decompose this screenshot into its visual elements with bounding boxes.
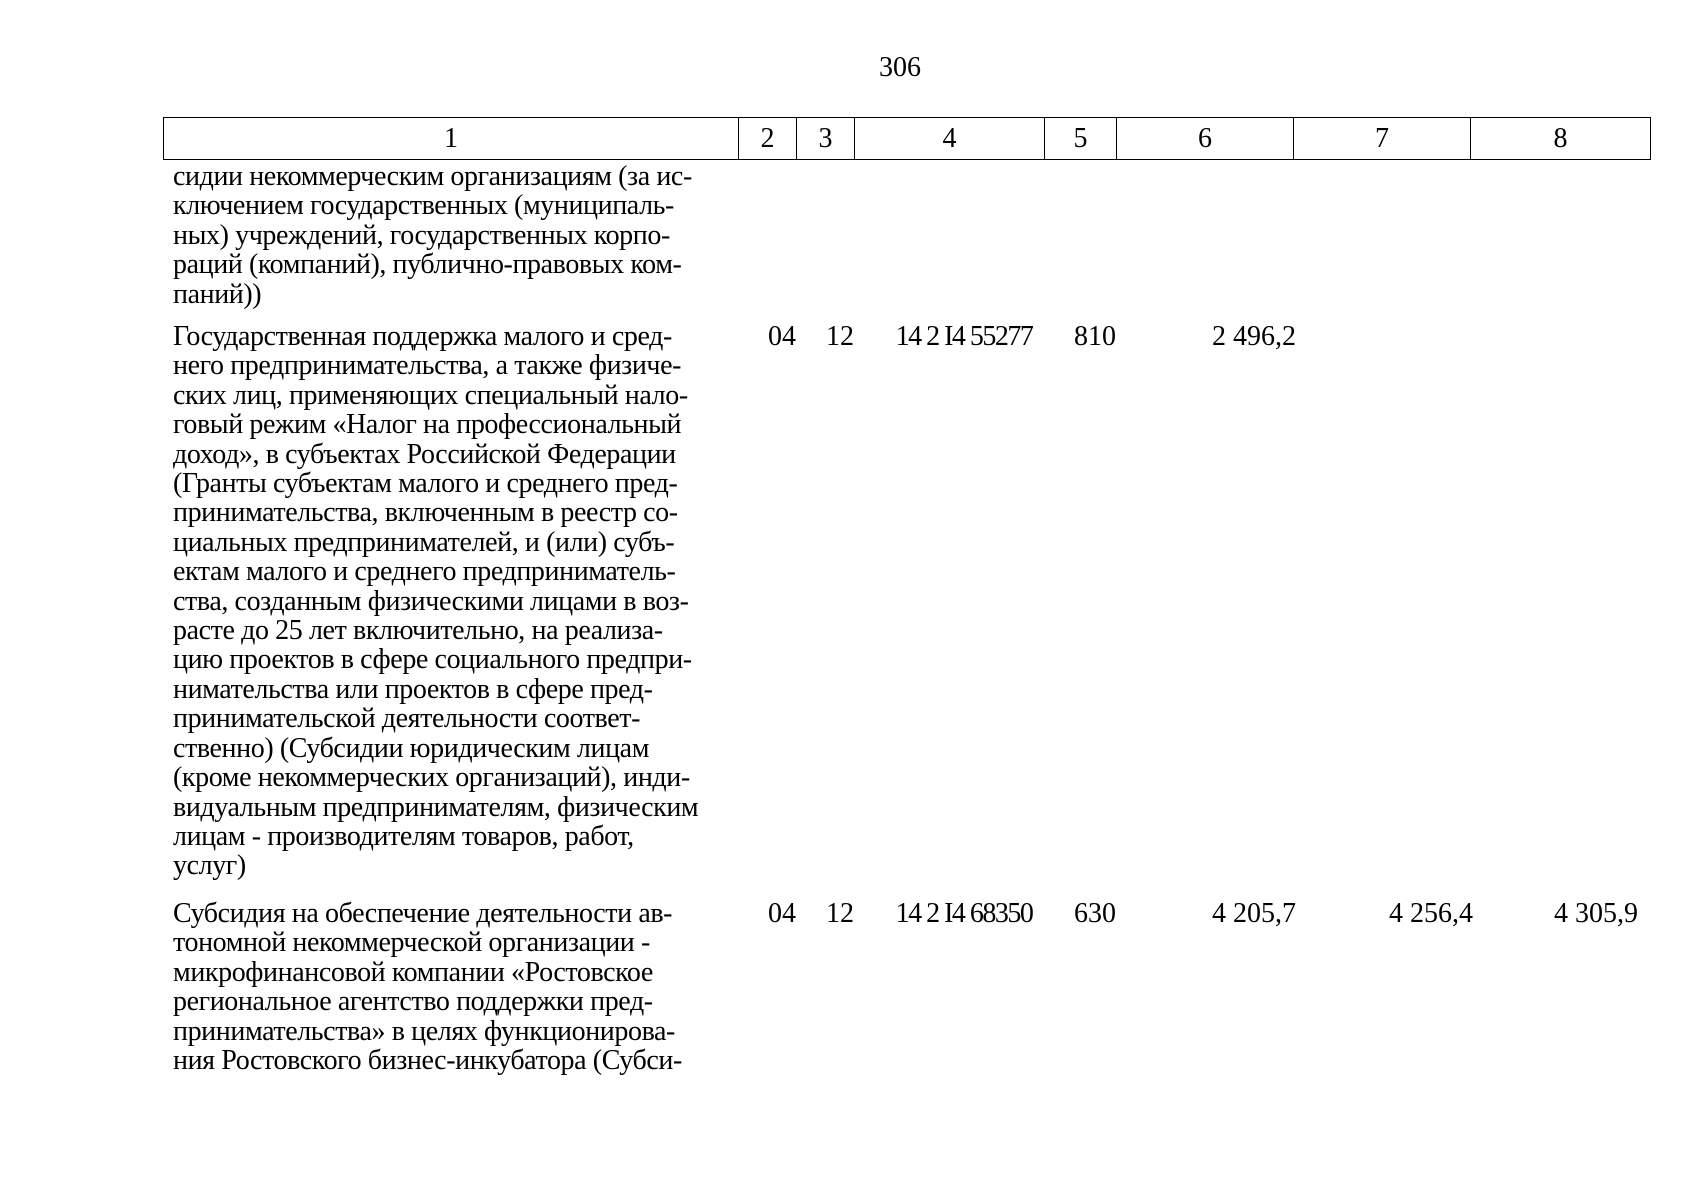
amount-col-6: 2 496,2 (1212, 321, 1296, 352)
subsection-code: 12 (826, 321, 854, 352)
target-article-code: 14 2 I4 68350 (895, 898, 1033, 929)
section-code: 04 (768, 321, 796, 352)
column-header-7: 7 (1294, 118, 1471, 160)
expense-type-code: 630 (1074, 898, 1116, 929)
column-header-8: 8 (1471, 118, 1651, 160)
amount-col-6: 4 205,7 (1212, 898, 1296, 929)
amount-col-8: 4 305,9 (1554, 898, 1638, 929)
column-header-5: 5 (1045, 118, 1117, 160)
column-header-table (163, 117, 1651, 160)
column-header-row (164, 118, 1651, 160)
amount-col-7: 4 256,4 (1389, 898, 1473, 929)
column-header-2: 2 (739, 118, 797, 160)
row-description: Субсидия на обеспечение деятельности ав- тономной некоммерческой организации - микрофинансовой компании «Ростовское региональное агентство поддержки пред- принимательства» в целях функционирова- ния Ростовского бизнес-инкубатора (Субси- (173, 898, 682, 1077)
column-header-3: 3 (797, 118, 855, 160)
expense-type-code: 810 (1074, 321, 1116, 352)
target-article-code: 14 2 I4 55277 (895, 321, 1033, 352)
column-header-6: 6 (1117, 118, 1294, 160)
row-description: сидии некоммерческим организациям (за ис- ключением государственных (муниципаль- ных) учреждений, государственных корпо- раций (компаний), публично-правовых ком- паний)) (173, 161, 692, 310)
column-header-1: 1 (164, 118, 739, 160)
page-number: 306 (879, 52, 921, 83)
subsection-code: 12 (826, 898, 854, 929)
row-description: Государственная поддержка малого и сред- него предпринимательства, а также физиче- ских лиц, применяющих специальный нало- говый режим «Налог на профессиональный доход», в субъектах Российской Федерации (Гранты субъектам малого и среднего пред- принимательства, включенным в реестр со- циальных предпринимателей, и (или) субъ- ектам малого и среднего предприниматель- ства, созданным физическими лицами в воз- расте до 25 лет включительно, на реализа- цию проектов в сфере социального предпри- нимательства или проектов в сфере пред- принимательской деятельности соответ- ственно) (Субсидии юридическим лицам (кроме некоммерческих организаций), инди- видуальным предпринимателям, физическим лицам - производителям товаров, работ, услуг) (173, 321, 699, 882)
column-header-4: 4 (855, 118, 1045, 160)
section-code: 04 (768, 898, 796, 929)
